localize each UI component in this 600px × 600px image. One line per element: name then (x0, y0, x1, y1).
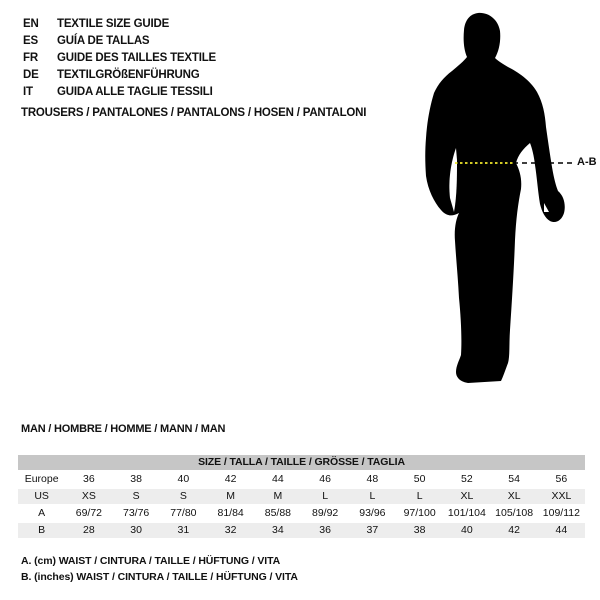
table-cell: 105/108 (495, 507, 534, 519)
table-cell: 109/112 (542, 507, 580, 519)
row-label-europe: Europe (24, 473, 59, 485)
table-cell: 101/104 (447, 507, 486, 519)
table-cell: 36 (83, 473, 95, 485)
table-cell: 34 (254, 523, 301, 538)
table-cell: L (302, 489, 349, 504)
table-cell: 37 (349, 523, 396, 538)
table-cell: 48 (366, 473, 379, 485)
table-row-b-inches (18, 523, 585, 538)
table-cell: 40 (443, 523, 490, 538)
table-cell: 30 (113, 523, 160, 538)
table-cell: 97/100 (403, 507, 436, 519)
table-cell: S (113, 489, 160, 504)
footnote-a: A. (cm) WAIST / CINTURA / TAILLE / HÜFTUNG / VITA (21, 555, 281, 567)
table-cell: 73/76 (122, 507, 150, 519)
table-cell: 42 (491, 523, 538, 538)
table-cell: XL (443, 489, 490, 504)
table-cell: 93/96 (359, 507, 386, 519)
lang-text-fr: GUIDE DES TAILLES TEXTILE (57, 52, 216, 64)
table-cell: 38 (396, 523, 443, 538)
lang-text-it: GUIDA ALLE TAGLIE TESSILI (57, 86, 213, 98)
table-cell: M (254, 489, 301, 504)
table-row-europe (18, 472, 585, 487)
table-cell: 40 (177, 473, 190, 485)
table-cell: 44 (272, 473, 284, 485)
table-cell: 38 (130, 473, 142, 485)
table-cell: 44 (538, 523, 585, 538)
table-cell: 52 (461, 473, 473, 485)
lang-code-en: EN (23, 18, 39, 30)
footnotes (21, 553, 298, 585)
lang-code-de: DE (23, 69, 39, 81)
table-cell: 69/72 (75, 507, 103, 519)
table-cell: 36 (302, 523, 349, 538)
row-label-b: B (18, 523, 65, 538)
table-cell: 46 (319, 473, 331, 485)
table-cell: XXL (538, 489, 585, 504)
table-cell: 28 (65, 523, 112, 538)
garment-title: TROUSERS / PANTALONES / PANTALONS / HOSEN / PANTALONI (21, 107, 367, 119)
table-cell: M (207, 489, 254, 504)
lang-text-es: GUÍA DE TALLAS (57, 35, 150, 47)
table-cell: 32 (207, 523, 254, 538)
table-cell: 85/88 (264, 507, 292, 519)
table-cell: L (349, 489, 396, 504)
table-cell: 77/80 (170, 507, 197, 519)
footnote-b: B. (inches) WAIST / CINTURA / TAILLE / HÜFTUNG / VITA (21, 571, 298, 583)
size-table-header: SIZE / TALLA / TAILLE / GRÖSSE / TAGLIA (18, 455, 585, 470)
table-cell: 81/84 (217, 507, 244, 519)
lang-text-de: TEXTILGRÖßENFÜHRUNG (57, 69, 200, 81)
table-cell: XS (65, 489, 112, 504)
gender-title: MAN / HOMBRE / HOMME / MANN / MAN (21, 423, 226, 435)
row-label-a: A (38, 507, 46, 519)
lang-text-en: TEXTILE SIZE GUIDE (57, 18, 170, 30)
table-cell: XL (491, 489, 538, 504)
table-row-a-cm (18, 506, 585, 521)
table-cell: 50 (413, 473, 426, 485)
table-cell: S (160, 489, 207, 504)
man-silhouette (425, 13, 565, 383)
row-label-us: US (18, 489, 65, 504)
table-cell: 31 (160, 523, 207, 538)
measure-label-ab: A-B (577, 156, 597, 168)
table-cell: 54 (508, 473, 520, 485)
table-cell: 89/92 (311, 507, 339, 519)
table-cell: 42 (224, 473, 237, 485)
size-table-header-row (18, 455, 585, 470)
size-table (18, 453, 585, 540)
lang-code-fr: FR (23, 52, 38, 64)
table-cell: 56 (555, 473, 568, 485)
lang-code-it: IT (23, 86, 33, 98)
table-row-us (18, 489, 585, 504)
table-cell: L (396, 489, 443, 504)
lang-code-es: ES (23, 35, 38, 47)
